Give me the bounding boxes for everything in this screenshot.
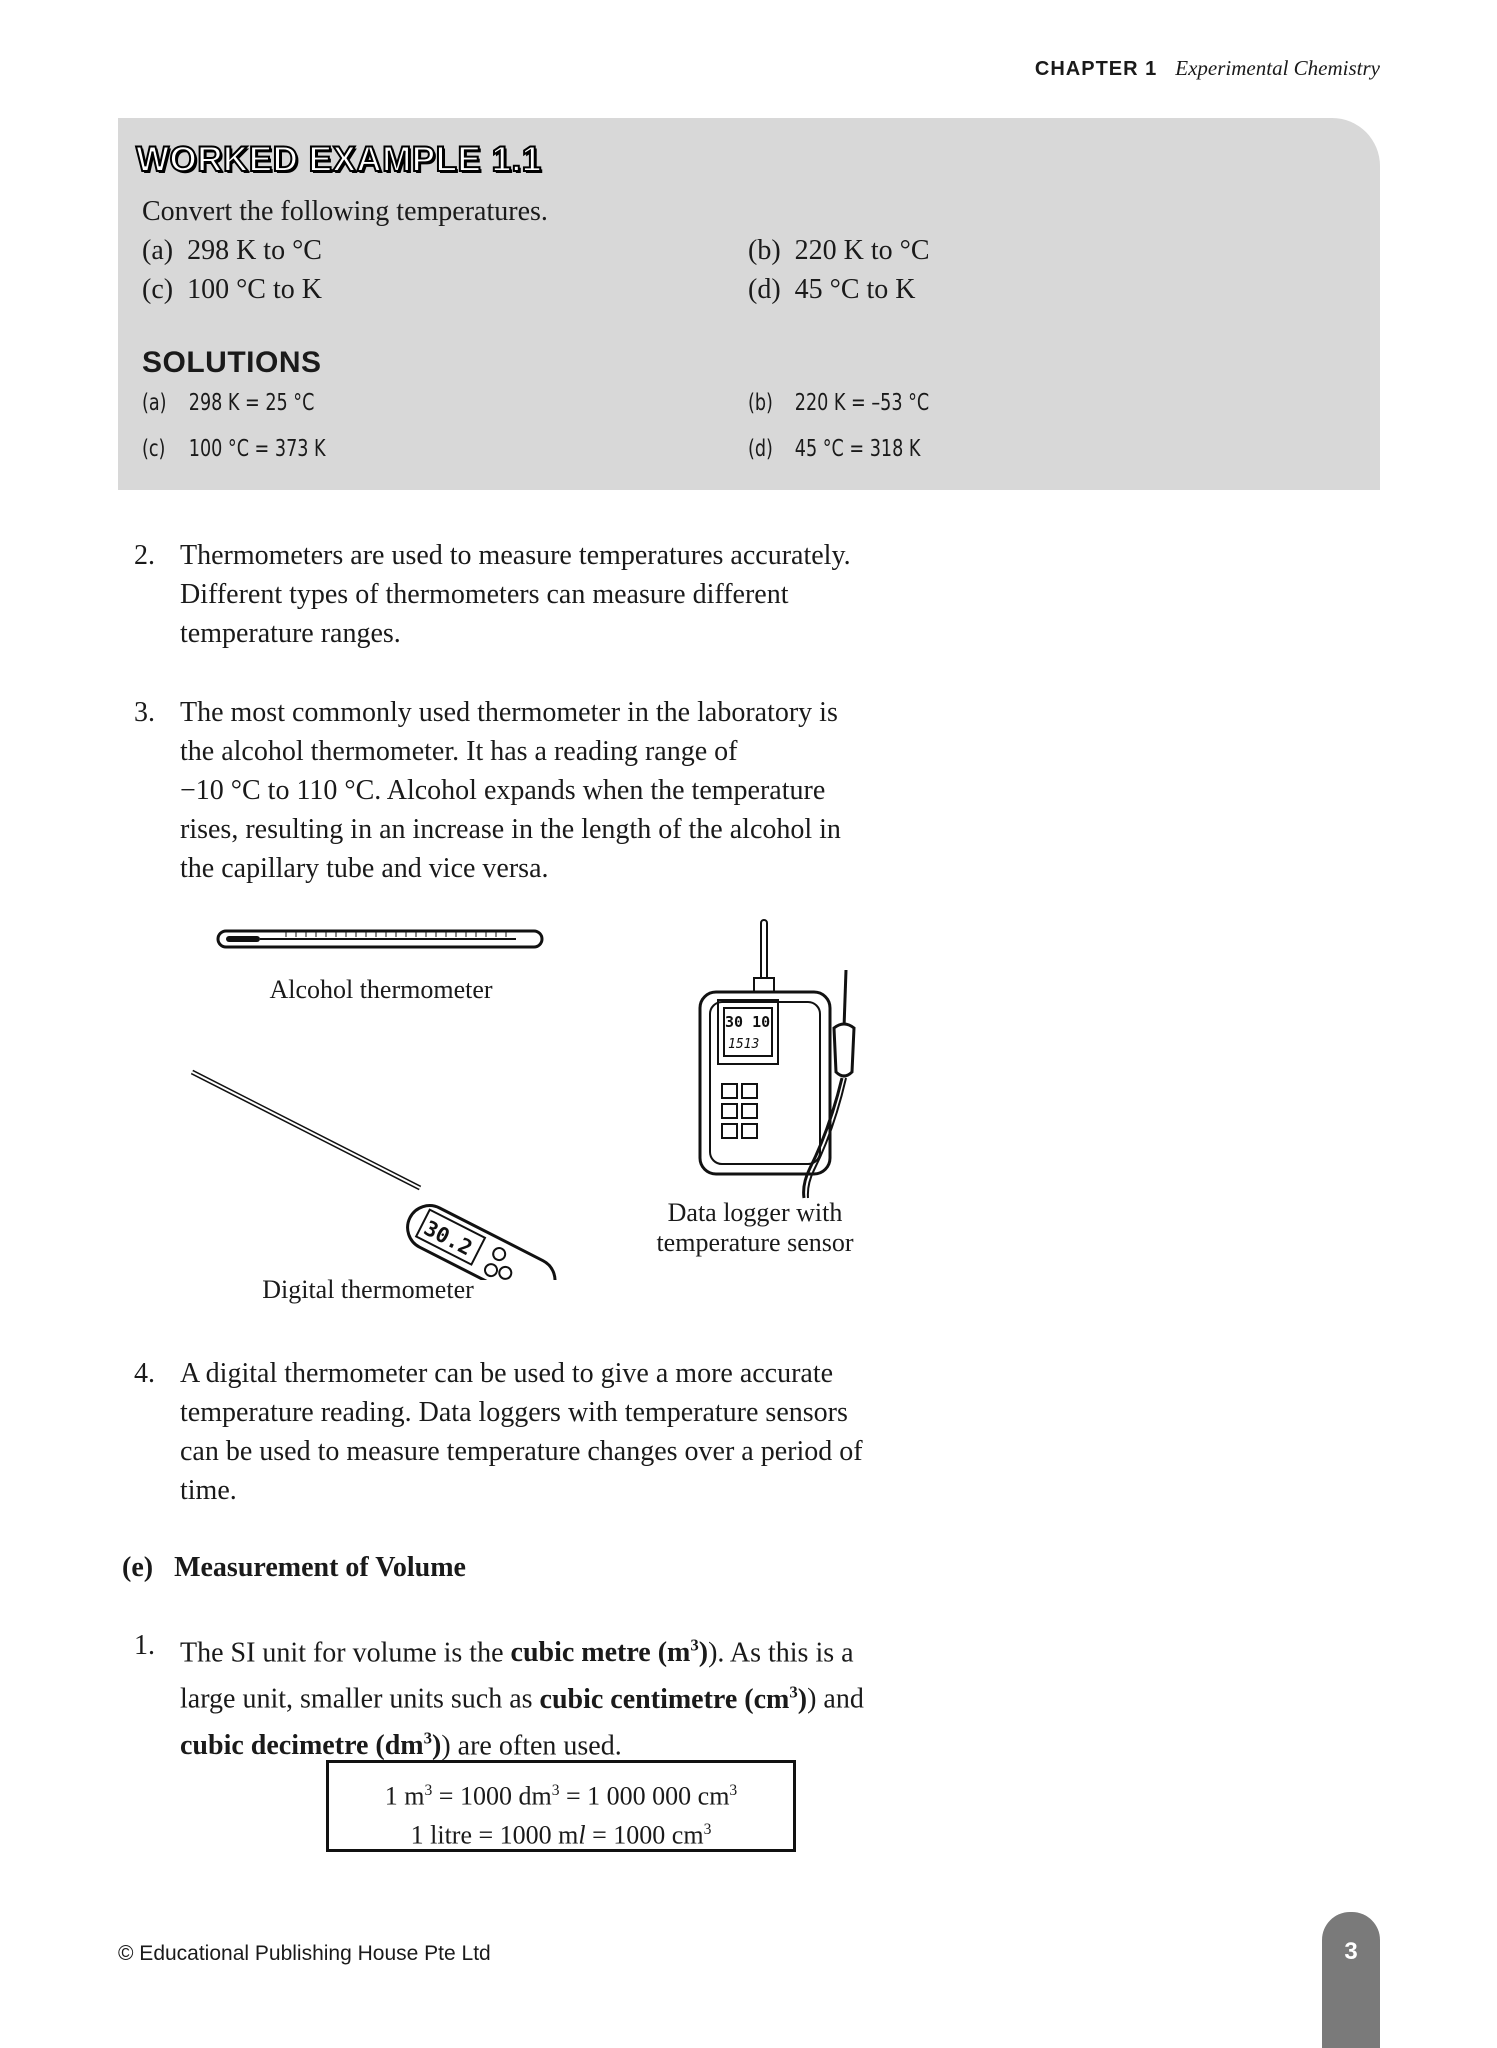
paragraph-3: 3. The most commonly used thermometer in the laboratory is the alcohol thermometer. It has a reading range of −10 °C to 110 °C. Alcohol expands when the temperature rises, resulting in an increase in the length of the alcohol in the capillary tube and vice versa. bbox=[134, 697, 841, 884]
running-head bbox=[1035, 56, 1380, 81]
section-e-heading bbox=[122, 1548, 466, 1587]
section-e-title: Measurement of Volume bbox=[174, 1552, 466, 1583]
solution-a: (a) 298 K = 25 °C bbox=[142, 390, 315, 416]
copyright-footer: © Educational Publishing House Pte Ltd bbox=[118, 1942, 491, 1965]
volume-conversion-line-1: 1 $m^3 = 1000$ $dm^3 = 1$ 000 000 $cm^3$ bbox=[384, 1781, 738, 1811]
worked-example-intro: Convert the following temperatures. bbox=[142, 196, 548, 227]
data-logger-caption-line-2: temperature sensor bbox=[656, 1228, 854, 1257]
paragraph-4: 4. A digital thermometer can be used to give a more accurate temperature reading. Data loggers with temperature sensors can be used to measure temperature changes over a period of time. bbox=[134, 1358, 863, 1506]
solution-c: (c) 100 °C = 373 K bbox=[142, 436, 326, 462]
solution-b: (b) 220 K = –53 °C bbox=[748, 390, 930, 416]
worked-example-title: WORKED EXAMPLE 1.1 bbox=[136, 140, 542, 179]
svg-text:30.2: 30.2 bbox=[420, 1215, 477, 1261]
svg-text:1513: 1513 bbox=[728, 1037, 760, 1052]
volume-conversion-box bbox=[326, 1760, 796, 1852]
section-e-label: (e) bbox=[122, 1552, 154, 1583]
volume-conversion-line-2: 1 litre = 1000 ml = 1000 $cm^3$ bbox=[410, 1820, 712, 1850]
question-c: (c) 100 °C to K bbox=[142, 274, 322, 305]
digital-thermometer-icon bbox=[180, 1060, 570, 1280]
alcohol-thermometer-icon bbox=[216, 922, 546, 958]
svg-text:30 10: 30 10 bbox=[725, 1013, 771, 1031]
question-d: (d) 45 °C to K bbox=[748, 274, 916, 305]
data-logger-caption-line-1: Data logger with bbox=[667, 1198, 843, 1227]
page-number: 3 bbox=[1344, 1938, 1358, 1965]
solutions-heading: SOLUTIONS bbox=[142, 346, 322, 379]
digital-thermometer-caption: Digital thermometer bbox=[262, 1275, 474, 1304]
worked-example-box bbox=[118, 118, 1380, 490]
page-number-tab bbox=[1322, 1912, 1380, 2048]
solution-d: (d) 45 °C = 318 K bbox=[748, 436, 921, 462]
data-logger-caption bbox=[620, 1198, 890, 1258]
chapter-label: CHAPTER 1 bbox=[1034, 58, 1158, 80]
chapter-title: Experimental Chemistry bbox=[1175, 56, 1380, 80]
paragraph-2: 2. Thermometers are used to measure temperatures accurately. Different types of thermometers can measure different temperature ranges. bbox=[134, 540, 851, 649]
question-b: (b) 220 K to °C bbox=[748, 235, 930, 266]
question-a: (a) 298 K to °C bbox=[142, 235, 322, 266]
alcohol-thermometer-caption: Alcohol thermometer bbox=[269, 975, 493, 1004]
volume-item-1: 1. The SI unit for volume is the cubic metre $(m^3)$). As this is a large unit, smaller units such as cubic centimetre $(cm^3)$) and cubic decimetre $(dm^3)$) are often used. bbox=[134, 1630, 864, 1761]
temperature-sensor-icon bbox=[770, 968, 880, 1200]
